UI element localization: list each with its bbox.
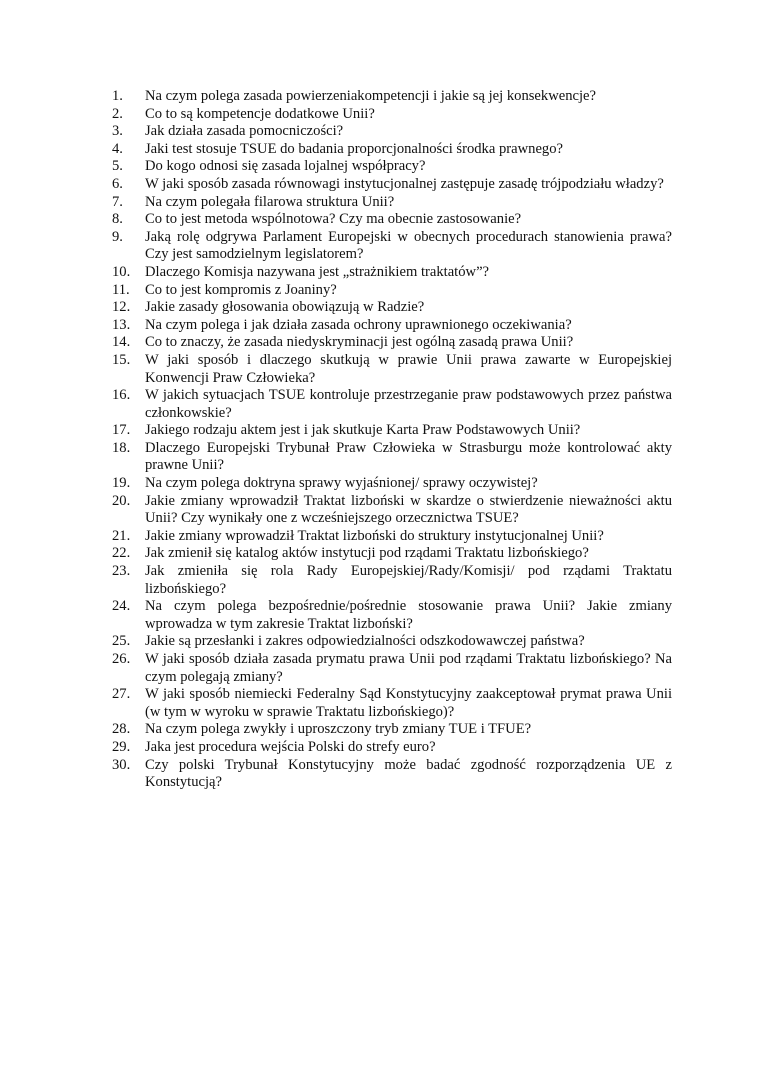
question-text: Jakiego rodzaju aktem jest i jak skutkuje Karta Praw Podstawowych Unii? <box>145 422 581 439</box>
question-text: Co to są kompetencje dodatkowe Unii? <box>145 105 375 122</box>
question-item <box>112 686 672 721</box>
question-text: Czy polski Trybunał Konstytucyjny może badać zgodność rozporządzenia UE z Konstytucją? <box>145 756 672 791</box>
question-item <box>112 229 672 264</box>
question-text: W jaki sposób niemiecki Federalny Sąd Konstytucyjny zaakceptował prymat prawa Unii (w tym w wyroku w sprawie Traktatu lizbońskiego)? <box>145 686 672 720</box>
question-item <box>112 651 672 686</box>
question-text: Na czym polega zwykły i uproszczony tryb zmiany TUE i TFUE? <box>145 721 532 738</box>
question-text: Jak działa zasada pomocniczości? <box>145 123 344 140</box>
question-item <box>112 475 672 493</box>
question-text: W jaki sposób zasada równowagi instytucjonalnej zastępuje zasadę trójpodziału władzy? <box>145 175 664 192</box>
question-number: 26. <box>112 651 131 667</box>
question-item <box>112 545 672 563</box>
question-text: W jaki sposób działa zasada prymatu prawa Unii pod rządami Traktatu lizbońskiego? Na czym polegają zmiany? <box>145 651 672 685</box>
question-item <box>112 194 672 212</box>
question-item <box>112 352 672 387</box>
question-text: Co to znaczy, że zasada niedyskryminacji jest ogólną zasadą prawa Unii? <box>145 334 574 351</box>
question-text: Do kogo odnosi się zasada lojalnej współpracy? <box>145 158 426 175</box>
question-text: Dlaczego Komisja nazywana jest „strażnikiem traktatów”? <box>145 263 490 280</box>
question-number: 19. <box>112 475 131 492</box>
question-item <box>112 106 672 124</box>
question-text: Jakie są przesłanki i zakres odpowiedzialności odszkodowawczej państwa? <box>145 633 585 650</box>
question-number: 28. <box>112 721 131 738</box>
question-number: 20. <box>112 492 131 509</box>
question-number: 13. <box>112 316 131 333</box>
question-text: W jakich sytuacjach TSUE kontroluje przestrzeganie praw podstawowych przez państwa członkowskie? <box>145 387 672 421</box>
question-text: Dlaczego Europejski Trybunał Praw Człowieka w Strasburgu może kontrolować akty prawne Unii? <box>145 439 672 474</box>
question-item <box>112 633 672 651</box>
question-text: Jakie zmiany wprowadził Traktat lizboński w skardze o stwierdzenie nieważności aktu Unii? Czy wynikały one z wcześniejszego orzecznictwa TSUE? <box>145 492 672 527</box>
question-number: 21. <box>112 527 131 544</box>
question-text: Na czym polegała filarowa struktura Unii? <box>145 193 395 210</box>
question-item <box>112 440 672 475</box>
question-item <box>112 598 672 633</box>
question-number: 30. <box>112 756 131 773</box>
question-number: 7. <box>112 193 123 210</box>
question-text: Co to jest metoda wspólnotowa? Czy ma obecnie zastosowanie? <box>145 211 522 228</box>
question-number: 11. <box>112 281 130 298</box>
question-number: 8. <box>112 211 123 228</box>
question-number: 22. <box>112 545 131 562</box>
question-number: 6. <box>112 175 123 192</box>
question-text: Jaki test stosuje TSUE do badania proporcjonalności środka prawnego? <box>145 140 563 157</box>
question-number: 24. <box>112 598 131 615</box>
question-text: Jakie zasady głosowania obowiązują w Radzie? <box>145 299 425 316</box>
question-text: Na czym polega bezpośrednie/pośrednie stosowanie prawa Unii? Jakie zmiany wprowadza w tym zakresie Traktat lizboński? <box>145 598 672 632</box>
question-item <box>112 739 672 757</box>
question-number: 3. <box>112 123 123 140</box>
question-item <box>112 493 672 528</box>
question-number: 18. <box>112 439 131 456</box>
question-text: Jakie zmiany wprowadził Traktat lizboński do struktury instytucjonalnej Unii? <box>145 527 604 544</box>
question-number: 27. <box>112 686 131 703</box>
question-item <box>112 158 672 176</box>
question-number: 23. <box>112 563 131 580</box>
question-item <box>112 721 672 739</box>
question-number: 29. <box>112 738 131 755</box>
question-item <box>112 176 672 194</box>
question-text: Co to jest kompromis z Joaniny? <box>145 281 337 298</box>
question-item <box>112 299 672 317</box>
question-item <box>112 387 672 422</box>
question-number: 12. <box>112 299 131 316</box>
question-number: 2. <box>112 105 123 122</box>
question-number: 9. <box>112 228 123 245</box>
question-number: 5. <box>112 158 123 175</box>
question-item <box>112 317 672 335</box>
question-item <box>112 264 672 282</box>
question-text: Na czym polega doktryna sprawy wyjaśnionej/ sprawy oczywistej? <box>145 475 538 492</box>
question-item <box>112 123 672 141</box>
question-item <box>112 563 672 598</box>
question-text: W jaki sposób i dlaczego skutkują w prawie Unii prawa zawarte w Europejskiej Konwencji Praw Człowieka? <box>145 351 672 386</box>
question-number: 16. <box>112 387 131 404</box>
question-item <box>112 422 672 440</box>
question-number: 25. <box>112 633 131 650</box>
question-item <box>112 757 672 792</box>
question-number: 10. <box>112 263 131 280</box>
question-number: 14. <box>112 334 131 351</box>
question-text: Jak zmienił się katalog aktów instytucji pod rządami Traktatu lizbońskiego? <box>145 545 589 562</box>
question-number: 17. <box>112 422 131 439</box>
question-item <box>112 334 672 352</box>
question-text: Na czym polega i jak działa zasada ochrony uprawnionego oczekiwania? <box>145 316 572 333</box>
question-item <box>112 528 672 546</box>
question-list <box>112 88 672 792</box>
question-item <box>112 211 672 229</box>
question-text: Jaką rolę odgrywa Parlament Europejski w obecnych procedurach stanowienia prawa? Czy jest samodzielnym legislatorem? <box>145 228 672 263</box>
question-item <box>112 141 672 159</box>
question-text: Jaka jest procedura wejścia Polski do strefy euro? <box>145 738 436 755</box>
question-item <box>112 282 672 300</box>
question-text: Jak zmieniła się rola Rady Europejskiej/Rady/Komisji/ pod rządami Traktatu lizbońskiego? <box>145 563 672 597</box>
question-number: 15. <box>112 351 131 368</box>
question-number: 1. <box>112 88 123 104</box>
question-item <box>112 88 672 106</box>
question-text: Na czym polega zasada powierzeniakompetencji i jakie są jej konsekwencje? <box>145 88 596 104</box>
question-number: 4. <box>112 140 123 157</box>
